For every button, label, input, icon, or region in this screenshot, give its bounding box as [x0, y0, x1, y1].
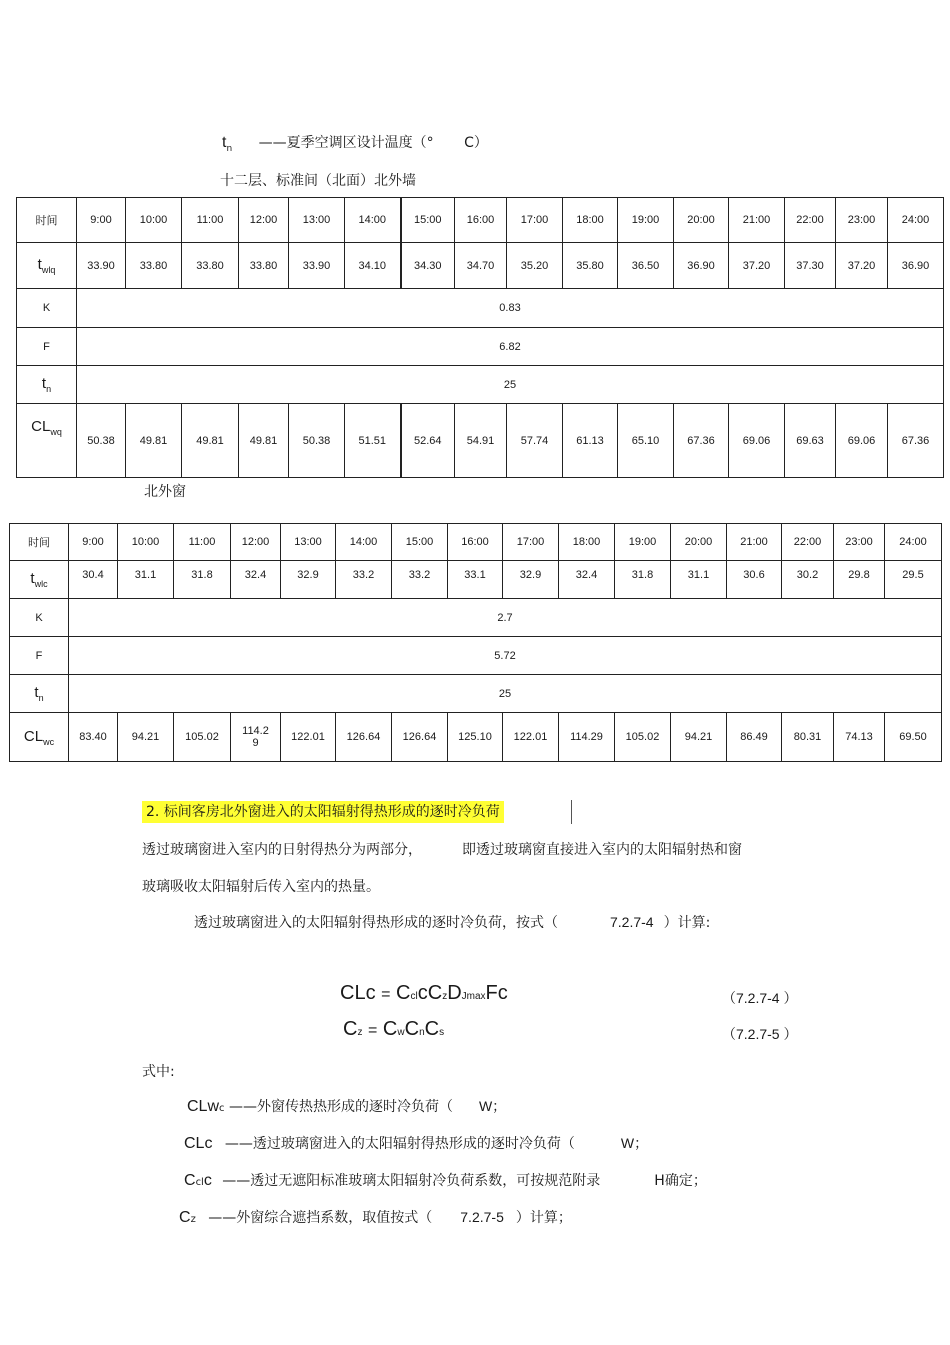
twlq-cell: 33.80 — [239, 243, 289, 289]
hour-header-cell: 24:00 — [888, 198, 944, 243]
hour-header-cell: 11:00 — [182, 198, 239, 243]
tn-label: $t_n$ — [10, 675, 69, 713]
clwq-cell: 69.06 — [729, 404, 785, 478]
twlq-cell: 35.80 — [563, 243, 618, 289]
hour-header-cell: 10:00 — [118, 524, 174, 561]
twlc-cell: 30.6 — [727, 561, 782, 599]
clwq-cell: 65.10 — [618, 404, 674, 478]
clwq-cell: 51.51 — [345, 404, 401, 478]
definition-clwc: CLwc ——外窗传热热形成的逐时冷负荷（ W； — [187, 1098, 507, 1115]
twlc-cell: 30.2 — [782, 561, 834, 599]
twlq-cell: 36.50 — [618, 243, 674, 289]
definition-cz: Cz ——外窗综合遮挡系数，取值按式（ 7.2.7-5 ）计算； — [179, 1209, 572, 1226]
k-value: 2.7 — [69, 599, 942, 637]
heading-cursor-line — [571, 800, 572, 824]
wall-cooling-load-table — [16, 197, 944, 478]
twlq-cell: 36.90 — [888, 243, 944, 289]
clwc-cell: 94.21 — [118, 713, 174, 762]
twlc-cell: 29.8 — [834, 561, 885, 599]
clwq-cell: 49.81 — [182, 404, 239, 478]
window-k-row — [10, 599, 942, 637]
clwq-cell: 54.91 — [455, 404, 507, 478]
window-title: 北外窗 — [144, 484, 186, 500]
wall-title: 十二层、标准间（北面）北外墙 — [220, 173, 416, 189]
para1-part-b: 即透过玻璃窗直接进入室内的太阳辐射热和窗 — [462, 842, 742, 858]
clwc-cell: 122.01 — [281, 713, 336, 762]
tn-description: ——夏季空调区设计温度（° — [258, 135, 434, 151]
twlq-label: $t_{wlq}$ — [17, 243, 77, 289]
clwq-cell: 69.06 — [836, 404, 888, 478]
para3-part-c: ）计算: — [663, 915, 711, 931]
window-cl-row — [10, 713, 942, 762]
paragraph-3 — [194, 912, 710, 932]
hour-header-cell: 14:00 — [345, 198, 401, 243]
hour-header-cell: 19:00 — [618, 198, 674, 243]
clwc-cell: 83.40 — [69, 713, 118, 762]
hour-header-cell: 22:00 — [782, 524, 834, 561]
hour-header-cell: 17:00 — [503, 524, 559, 561]
clwc-cell: 80.31 — [782, 713, 834, 762]
clwc-cell: 122.01 — [503, 713, 559, 762]
clwc-cell: 74.13 — [834, 713, 885, 762]
k-value: 0.83 — [77, 289, 944, 328]
definition-cclc: Cclc ——透过无遮阳标准玻璃太阳辐射冷负荷系数，可按规范附录 H确定； — [184, 1172, 707, 1189]
clwc-cell: 69.50 — [885, 713, 942, 762]
twlc-cell: 31.1 — [671, 561, 727, 599]
hour-header-cell: 14:00 — [336, 524, 392, 561]
f-value: 6.82 — [77, 328, 944, 366]
formula-2-ref: （7.2.7-5 ） — [722, 1026, 798, 1042]
window-cooling-load-table — [9, 523, 942, 762]
twlq-cell: 33.80 — [182, 243, 239, 289]
twlc-cell: 33.1 — [448, 561, 503, 599]
clwq-cell: 61.13 — [563, 404, 618, 478]
hour-header-cell: 22:00 — [785, 198, 836, 243]
hour-header-cell: 16:00 — [455, 198, 507, 243]
hour-header-cell: 23:00 — [836, 198, 888, 243]
tn-value: 25 — [77, 366, 944, 404]
wall-f-row — [17, 328, 944, 366]
clwq-cell: 69.63 — [785, 404, 836, 478]
wall-twlq-row — [17, 243, 944, 289]
definitions-title: 式中: — [142, 1064, 175, 1080]
hour-header-cell: 20:00 — [674, 198, 729, 243]
section-heading — [142, 801, 504, 821]
window-twlc-row — [10, 561, 942, 599]
clwq-cell: 67.36 — [674, 404, 729, 478]
formula-clc: CLc = CclcCzDJmaxFc — [340, 982, 508, 1004]
hour-header-cell: 13:00 — [281, 524, 336, 561]
para3-equation-ref: 7.2.7-4 — [610, 914, 654, 930]
hour-header-cell: 12:00 — [231, 524, 281, 561]
wall-k-row — [17, 289, 944, 328]
twlc-cell: 29.5 — [885, 561, 942, 599]
hour-header-cell: 11:00 — [174, 524, 231, 561]
twlq-cell: 37.30 — [785, 243, 836, 289]
twlq-cell: 36.90 — [674, 243, 729, 289]
hour-header-cell: 13:00 — [289, 198, 345, 243]
k-label: K — [17, 289, 77, 328]
clwc-cell: 86.49 — [727, 713, 782, 762]
para3-part-a: 透过玻璃窗进入的太阳辐射得热形成的逐时冷负荷，按式（ — [194, 915, 558, 931]
hour-header-cell: 21:00 — [727, 524, 782, 561]
twlc-cell: 32.4 — [231, 561, 281, 599]
twlc-cell: 31.1 — [118, 561, 174, 599]
formula-cz: Cz = CwCnCs — [343, 1018, 445, 1040]
tn-value: 25 — [69, 675, 942, 713]
hour-header-cell: 18:00 — [559, 524, 615, 561]
clwc-cell: 94.21 — [671, 713, 727, 762]
twlc-cell: 31.8 — [615, 561, 671, 599]
hour-header-cell: 23:00 — [834, 524, 885, 561]
window-tn-row — [10, 675, 942, 713]
twlq-cell: 37.20 — [729, 243, 785, 289]
hour-header-cell: 9:00 — [69, 524, 118, 561]
clwq-cell: 52.64 — [401, 404, 455, 478]
tn-definition — [222, 132, 488, 154]
clwc-label: $CL_{wc}$ — [10, 713, 69, 762]
f-value: 5.72 — [69, 637, 942, 675]
window-time-row — [10, 524, 942, 561]
wall-tn-row — [17, 366, 944, 404]
tn-unit: C） — [464, 135, 488, 151]
clwc-cell: 114.2 9 — [231, 713, 281, 762]
hour-header-cell: 19:00 — [615, 524, 671, 561]
section-heading-text: 2. 标间客房北外窗进入的太阳辐射得热形成的逐时冷负荷 — [142, 801, 504, 823]
f-label: F — [17, 328, 77, 366]
para1-part-a: 透过玻璃窗进入室内的日射得热分为两部分， — [142, 842, 422, 858]
clwq-cell: 50.38 — [77, 404, 126, 478]
clwc-cell: 114.29 — [559, 713, 615, 762]
clwc-cell: 126.64 — [392, 713, 448, 762]
wall-cl-row — [17, 404, 944, 478]
hour-header-cell: 18:00 — [563, 198, 618, 243]
twlq-cell: 33.90 — [289, 243, 345, 289]
clwc-cell: 125.10 — [448, 713, 503, 762]
clwq-cell: 49.81 — [126, 404, 182, 478]
clwc-cell: 105.02 — [615, 713, 671, 762]
tn-symbol: t — [222, 134, 227, 151]
twlq-cell: 33.80 — [126, 243, 182, 289]
tn-subscript: n — [226, 144, 233, 154]
hour-header-cell: 9:00 — [77, 198, 126, 243]
twlq-cell: 34.10 — [345, 243, 401, 289]
twlc-cell: 31.8 — [174, 561, 231, 599]
tn-label: $t_n$ — [17, 366, 77, 404]
twlq-cell: 35.20 — [507, 243, 563, 289]
paragraph-2: 玻璃吸收太阳辐射后传入室内的热量。 — [142, 879, 380, 895]
hour-header-cell: 15:00 — [401, 198, 455, 243]
twlc-cell: 32.9 — [503, 561, 559, 599]
clwc-cell: 126.64 — [336, 713, 392, 762]
time-label: 时间 — [17, 198, 77, 243]
hour-header-cell: 21:00 — [729, 198, 785, 243]
hour-header-cell: 24:00 — [885, 524, 942, 561]
hour-header-cell: 12:00 — [239, 198, 289, 243]
wall-time-row — [17, 198, 944, 243]
window-f-row — [10, 637, 942, 675]
twlc-cell: 32.9 — [281, 561, 336, 599]
clwq-cell: 50.38 — [289, 404, 345, 478]
hour-header-cell: 10:00 — [126, 198, 182, 243]
twlc-cell: 33.2 — [392, 561, 448, 599]
twlc-cell: 30.4 — [69, 561, 118, 599]
hour-header-cell: 17:00 — [507, 198, 563, 243]
twlq-cell: 34.30 — [401, 243, 455, 289]
k-label: K — [10, 599, 69, 637]
hour-header-cell: 16:00 — [448, 524, 503, 561]
definition-clc: CLc ——透过玻璃窗进入的太阳辐射得热形成的逐时冷负荷（ W； — [184, 1135, 649, 1152]
twlc-cell: 32.4 — [559, 561, 615, 599]
clwc-cell: 105.02 — [174, 713, 231, 762]
clwq-label: $CL_{wq}$ — [17, 404, 77, 478]
twlc-cell: 33.2 — [336, 561, 392, 599]
twlq-cell: 34.70 — [455, 243, 507, 289]
clwq-cell: 57.74 — [507, 404, 563, 478]
f-label: F — [10, 637, 69, 675]
time-label: 时间 — [10, 524, 69, 561]
twlq-cell: 33.90 — [77, 243, 126, 289]
formula-1-ref: （7.2.7-4 ） — [722, 990, 798, 1006]
clwq-cell: 49.81 — [239, 404, 289, 478]
twlc-label: $t_{wlc}$ — [10, 561, 69, 599]
clwq-cell: 67.36 — [888, 404, 944, 478]
paragraph-1 — [142, 839, 742, 859]
hour-header-cell: 15:00 — [392, 524, 448, 561]
hour-header-cell: 20:00 — [671, 524, 727, 561]
twlq-cell: 37.20 — [836, 243, 888, 289]
